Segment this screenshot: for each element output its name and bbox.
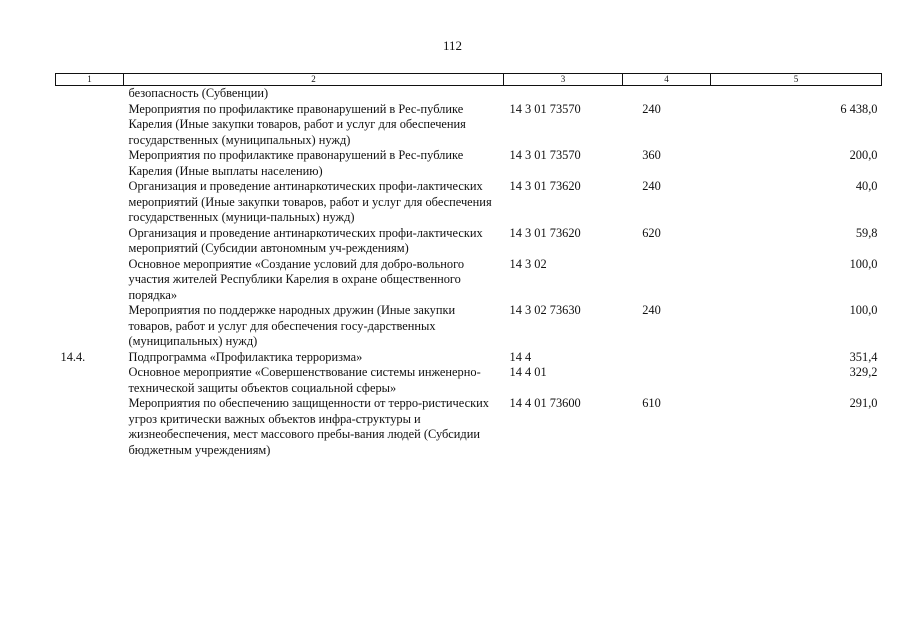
- row-number: [56, 86, 124, 102]
- row-sum: 59,8: [855, 225, 878, 240]
- table-row: [56, 303, 882, 350]
- row-sum: 200,0: [849, 148, 878, 162]
- row-name: Подпрограмма «Профилактика терроризма»: [128, 349, 363, 364]
- row-sum: 351,4: [849, 349, 878, 364]
- row-name: безопасность (Субвенции): [128, 86, 269, 100]
- row-name: Мероприятия по профилактике правонарушений в Рес-публике Карелия (Иные закупки товаров, работ и услуг для обеспечения государственных (муниципальных) нужд): [128, 101, 466, 147]
- row-code: 14 4: [509, 349, 532, 364]
- row-number: 14.4.: [60, 349, 86, 364]
- header-col-2: 2: [124, 74, 504, 86]
- header-col-4: 4: [623, 74, 711, 86]
- row-code: 14 3 02: [509, 256, 547, 271]
- table-row: [56, 396, 882, 458]
- table-row: [56, 365, 882, 396]
- row-sum: 329,2: [849, 365, 878, 379]
- row-code: 14 4 01 73600: [509, 396, 581, 410]
- table-row: [56, 226, 882, 257]
- row-sum: 100,0: [849, 303, 878, 317]
- row-name: Мероприятия по обеспечению защищенности от терро-ристических угроз критически важных объектов инфра-структуры и жизнеобеспечения, мест массового пребы-вания людей (Субсидии бюджетным учреждениям): [128, 396, 489, 457]
- row-sum: 291,0: [849, 396, 878, 410]
- row-expense-type: 240: [642, 303, 661, 317]
- row-sum: [711, 86, 882, 102]
- budget-table: [55, 73, 882, 458]
- row-sum: 6 438,0: [840, 101, 878, 116]
- row-name: Мероприятия по профилактике правонарушений в Рес-публике Карелия (Иные выплаты населению): [128, 148, 464, 178]
- row-number: [56, 102, 124, 149]
- row-name: Основное мероприятие «Совершенствование системы инженерно-технической защиты объектов социальной сферы»: [128, 365, 481, 395]
- page-number: 112: [442, 38, 463, 53]
- row-expense-type: [623, 365, 711, 396]
- row-expense-type: 620: [642, 225, 661, 240]
- row-expense-type: [623, 86, 711, 102]
- row-number: [56, 257, 124, 304]
- table-row: [56, 350, 882, 366]
- row-code: 14 3 01 73570: [509, 148, 581, 162]
- table-row: [56, 86, 882, 102]
- row-name: Основное мероприятие «Создание условий для добро-вольного участия жителей Республики Карелия в охране общественного порядка»: [128, 256, 465, 302]
- row-name: Организация и проведение антинаркотических профи-лактических мероприятий (Иные закупки товаров, работ и услуг для обеспечения государственных (муници-пальных) нужд): [128, 179, 492, 224]
- row-expense-type: 240: [642, 101, 661, 116]
- header-col-1: 1: [56, 74, 124, 86]
- row-number: [56, 303, 124, 350]
- row-name: Мероприятия по поддержке народных дружин (Иные закупки товаров, работ и услуг для обеспечения госу-дарственных (муниципальных) нужд): [128, 303, 456, 348]
- row-expense-type: [623, 257, 711, 304]
- row-number: [56, 396, 124, 458]
- row-sum: 100,0: [849, 256, 878, 271]
- row-name: Организация и проведение антинаркотических профи-лактических мероприятий (Субсидии автономным уч-реждениям): [128, 225, 483, 255]
- row-number: [56, 179, 124, 226]
- row-sum: 40,0: [855, 179, 878, 193]
- row-code: 14 3 01 73620: [509, 225, 581, 240]
- table-body: [56, 86, 882, 459]
- header-col-5: 5: [711, 74, 882, 86]
- table-row: [56, 148, 882, 179]
- row-expense-type: 610: [642, 396, 661, 410]
- row-expense-type: 360: [642, 148, 661, 162]
- row-code: [504, 86, 623, 102]
- row-code: 14 4 01: [509, 365, 547, 379]
- row-code: 14 3 01 73620: [509, 179, 581, 193]
- table-row: [56, 179, 882, 226]
- row-expense-type: [623, 350, 711, 366]
- row-code: 14 3 02 73630: [509, 303, 581, 317]
- table-header: [56, 74, 882, 86]
- table-row: [56, 102, 882, 149]
- row-code: 14 3 01 73570: [509, 101, 581, 116]
- table-row: [56, 257, 882, 304]
- row-number: [56, 365, 124, 396]
- row-number: [56, 148, 124, 179]
- header-col-3: 3: [504, 74, 623, 86]
- row-number: [56, 226, 124, 257]
- row-expense-type: 240: [642, 179, 661, 193]
- header-row: [56, 74, 882, 86]
